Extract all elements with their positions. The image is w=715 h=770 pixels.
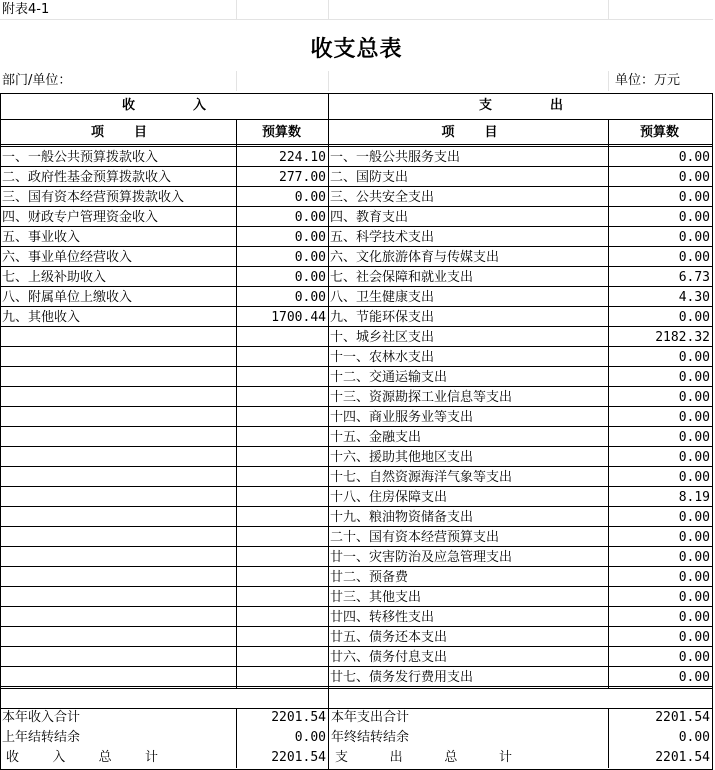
- page-title: 收支总表: [310, 37, 403, 62]
- income-item-name: 四、财政专户管理资金收入: [2, 210, 159, 225]
- expense-item-value: 0.00: [678, 410, 710, 425]
- expense-item-value: 0.00: [678, 670, 710, 685]
- rule-totals: [0, 708, 713, 709]
- expense-total-label: 本年支出合计: [328, 708, 608, 728]
- income-item-col-header: 项 目: [90, 125, 148, 140]
- dept-label: 部门/单位：: [2, 73, 72, 88]
- income-item-value: [236, 508, 328, 528]
- income-item-name: [0, 368, 236, 388]
- income-item-value: [236, 468, 328, 488]
- rule-income-value: [236, 119, 237, 689]
- expense-item-name: 十八、住房保障支出: [330, 490, 448, 505]
- expense-item-value: 0.00: [678, 210, 710, 225]
- row-rule: [0, 486, 713, 487]
- income-item-name: [0, 388, 236, 408]
- row-rule: [0, 546, 713, 547]
- row-rule: [0, 146, 713, 147]
- row-rule: [0, 566, 713, 567]
- table-row: [0, 548, 713, 568]
- table-row: [0, 688, 713, 708]
- expense-item-value: 6.73: [678, 270, 710, 285]
- row-rule: [0, 186, 713, 187]
- income-item-name: [0, 528, 236, 548]
- carry-row: [0, 728, 713, 748]
- income-item-name: [0, 508, 236, 528]
- carry-out-label: 年终结转结余: [328, 728, 608, 748]
- expense-item-value: 0.00: [678, 230, 710, 245]
- row-rule: [0, 666, 713, 667]
- section-header-row: [0, 94, 713, 119]
- table-row: [0, 428, 713, 448]
- expense-item-value: 0.00: [678, 430, 710, 445]
- income-item-name: [0, 328, 236, 348]
- table-row: [0, 348, 713, 368]
- row-rule: [0, 306, 713, 307]
- income-total-value: 2201.54: [236, 708, 328, 728]
- income-total-label: 本年收入合计: [2, 710, 81, 725]
- income-item-value: 0.00: [294, 270, 326, 285]
- income-item-name: [0, 548, 236, 568]
- expense-item-name: 九、节能环保支出: [330, 310, 435, 325]
- income-item-value: 0.00: [294, 210, 326, 225]
- table-row: [0, 248, 713, 268]
- expense-item-name: 二、国防支出: [330, 170, 409, 185]
- row-rule: [0, 206, 713, 207]
- table-row: [0, 208, 713, 228]
- expense-item-value: 0.00: [678, 190, 710, 205]
- expense-item-name: 五、科学技术支出: [330, 230, 435, 245]
- income-item-value: [236, 528, 328, 548]
- income-item-name: [0, 588, 236, 608]
- income-item-value: 0.00: [294, 190, 326, 205]
- expense-budget-col-header: 预算数: [608, 120, 713, 144]
- expense-item-value: 0.00: [678, 530, 710, 545]
- income-header: 收 入: [121, 98, 207, 113]
- row-rule: [0, 406, 713, 407]
- expense-item-value: 0.00: [678, 370, 710, 385]
- row-rule: [0, 346, 713, 347]
- sheet-label-row: [0, 0, 713, 20]
- row-rule: [0, 586, 713, 587]
- row-rule: [0, 326, 713, 327]
- expense-item-name: 三、公共安全支出: [330, 190, 435, 205]
- expense-item-name: 廿六、债务付息支出: [330, 650, 448, 665]
- table-row: [0, 288, 713, 308]
- income-item-name: [0, 448, 236, 468]
- row-rule: [0, 426, 713, 427]
- table-row: [0, 268, 713, 288]
- expense-item-value: 8.19: [678, 490, 710, 505]
- table-row: [0, 168, 713, 188]
- income-item-value: [236, 568, 328, 588]
- table-row: [0, 568, 713, 588]
- rule-header: [0, 119, 713, 120]
- income-item-name: [0, 488, 236, 508]
- table-row: [0, 388, 713, 408]
- income-item-value: [236, 688, 328, 708]
- dept-row: [0, 71, 713, 91]
- rule-right: [712, 93, 713, 770]
- income-item-name: [0, 468, 236, 488]
- table-row: [0, 328, 713, 348]
- table-row: [0, 468, 713, 488]
- income-item-value: [236, 328, 328, 348]
- table-row: [0, 308, 713, 328]
- income-item-value: [236, 408, 328, 428]
- expense-item-name: 六、文化旅游体育与传媒支出: [330, 250, 500, 265]
- table-row: [0, 188, 713, 208]
- expense-item-name: 廿三、其他支出: [330, 590, 422, 605]
- income-item-value: [236, 368, 328, 388]
- expense-item-name: 廿七、债务发行费用支出: [330, 670, 474, 685]
- unit-label: 单位：万元: [608, 71, 713, 91]
- row-rule: [0, 286, 713, 287]
- rule-column-header: [0, 144, 713, 145]
- income-item-value: 277.00: [279, 170, 326, 185]
- expense-item-name: 七、社会保障和就业支出: [330, 270, 474, 285]
- row-rule: [0, 166, 713, 167]
- table-row: [0, 448, 713, 468]
- expense-item-name: 十四、商业服务业等支出: [330, 410, 474, 425]
- income-item-value: [236, 348, 328, 368]
- income-item-value: [236, 428, 328, 448]
- table-row: [0, 628, 713, 648]
- income-item-name: 六、事业单位经营收入: [2, 250, 133, 265]
- row-rule: [0, 366, 713, 367]
- expense-item-name: 廿五、债务还本支出: [330, 630, 448, 645]
- column-header-row: [0, 120, 713, 144]
- expense-item-name: 廿一、灾害防治及应急管理支出: [330, 550, 513, 565]
- expense-item-value: 0.00: [678, 650, 710, 665]
- expense-grand-label: 支 出 总 计: [328, 748, 608, 768]
- carry-in-value: 0.00: [236, 728, 328, 748]
- expense-item-name: 八、卫生健康支出: [330, 290, 435, 305]
- table-row: [0, 488, 713, 508]
- expense-item-name: 十七、自然资源海洋气象等支出: [330, 470, 513, 485]
- table-row: [0, 148, 713, 168]
- income-item-value: [236, 388, 328, 408]
- row-rule: [0, 626, 713, 627]
- row-rule: [0, 246, 713, 247]
- table-row: [0, 588, 713, 608]
- income-item-value: [236, 648, 328, 668]
- income-item-value: [236, 548, 328, 568]
- income-item-value: 0.00: [294, 250, 326, 265]
- income-grand-label: 收 入 总 计: [6, 750, 158, 765]
- carry-in-label: 上年结转结余: [2, 730, 81, 745]
- table-row: [0, 508, 713, 528]
- income-item-name: [0, 428, 236, 448]
- income-item-value: 0.00: [294, 290, 326, 305]
- expense-item-value: 0.00: [678, 550, 710, 565]
- expense-item-col-header: 项 目: [328, 120, 608, 144]
- table-row: [0, 528, 713, 548]
- expense-item-value: 0.00: [678, 590, 710, 605]
- income-item-name: 七、上级补助收入: [2, 270, 107, 285]
- row-rule: [0, 686, 713, 687]
- row-rule: [0, 506, 713, 507]
- income-item-name: [0, 568, 236, 588]
- table-row: [0, 368, 713, 388]
- table-row: [0, 608, 713, 628]
- expense-item-name: 十、城乡社区支出: [330, 330, 435, 345]
- expense-item-value: 0.00: [678, 170, 710, 185]
- table-row: [0, 408, 713, 428]
- income-item-name: 三、国有资本经营预算拨款收入: [2, 190, 185, 205]
- expense-item-value: 0.00: [678, 610, 710, 625]
- table-row: [0, 648, 713, 668]
- expense-item-value: 2182.32: [655, 330, 710, 345]
- expense-item-value: 0.00: [678, 630, 710, 645]
- income-item-value: [236, 588, 328, 608]
- income-item-name: [0, 648, 236, 668]
- income-item-value: [236, 668, 328, 688]
- income-item-name: 八、附属单位上缴收入: [2, 290, 133, 305]
- expense-item-name: 十一、农林水支出: [330, 350, 435, 365]
- income-item-name: 一、一般公共预算拨款收入: [2, 150, 159, 165]
- income-item-name: [0, 628, 236, 648]
- income-item-name: 五、事业收入: [2, 230, 81, 245]
- income-item-name: [0, 688, 236, 708]
- income-grand-value: 2201.54: [236, 748, 328, 768]
- expense-item-value: 4.30: [678, 290, 710, 305]
- row-rule: [0, 266, 713, 267]
- expense-item-name: 十二、交通运输支出: [330, 370, 448, 385]
- income-item-value: 0.00: [294, 230, 326, 245]
- grand-total-row: [0, 748, 713, 768]
- expense-total-value: 2201.54: [608, 708, 713, 728]
- expense-grand-value: 2201.54: [608, 748, 713, 768]
- rule-mid: [328, 93, 329, 770]
- expense-item-value: 0.00: [678, 510, 710, 525]
- year-total-row: [0, 708, 713, 728]
- income-item-name: [0, 668, 236, 688]
- expense-item-name: [328, 688, 608, 708]
- income-item-value: [236, 488, 328, 508]
- income-item-value: [236, 448, 328, 468]
- income-item-name: [0, 608, 236, 628]
- row-rule: [0, 226, 713, 227]
- income-budget-col-header: 预算数: [236, 120, 328, 144]
- row-rule: [0, 526, 713, 527]
- row-rule: [0, 646, 713, 647]
- expense-item-value: 0.00: [678, 150, 710, 165]
- expense-item-name: 十五、金融支出: [330, 430, 422, 445]
- rule-top: [0, 93, 713, 94]
- row-rule: [0, 466, 713, 467]
- table-row: [0, 228, 713, 248]
- carry-out-value: 0.00: [608, 728, 713, 748]
- expense-item-value: [608, 688, 713, 708]
- expense-item-value: 0.00: [678, 390, 710, 405]
- row-rule: [0, 606, 713, 607]
- expense-item-name: 一、一般公共服务支出: [330, 150, 461, 165]
- expense-item-value: 0.00: [678, 470, 710, 485]
- expense-item-value: 0.00: [678, 310, 710, 325]
- income-item-name: [0, 408, 236, 428]
- expense-item-name: 二十、国有资本经营预算支出: [330, 530, 500, 545]
- income-item-value: [236, 628, 328, 648]
- income-item-name: [0, 348, 236, 368]
- expense-item-value: 0.00: [678, 450, 710, 465]
- income-item-value: [236, 608, 328, 628]
- row-rule: [0, 446, 713, 447]
- sheet-label: 附表4-1: [0, 0, 236, 20]
- expense-header: 支 出: [328, 94, 713, 119]
- income-item-name: 二、政府性基金预算拨款收入: [2, 170, 172, 185]
- rule-expense-value: [608, 119, 609, 689]
- income-item-value: 1700.44: [271, 310, 326, 325]
- expense-item-value: 0.00: [678, 570, 710, 585]
- row-rule: [0, 386, 713, 387]
- income-item-value: 224.10: [279, 150, 326, 165]
- table-row: [0, 668, 713, 688]
- expense-item-name: 十三、资源勘探工业信息等支出: [330, 390, 513, 405]
- expense-item-name: 十六、援助其他地区支出: [330, 450, 474, 465]
- expense-item-value: 0.00: [678, 250, 710, 265]
- income-item-name: 九、其他收入: [2, 310, 81, 325]
- expense-item-name: 四、教育支出: [330, 210, 409, 225]
- expense-item-value: 0.00: [678, 350, 710, 365]
- rule-body-end: [0, 688, 713, 689]
- expense-item-name: 廿四、转移性支出: [330, 610, 435, 625]
- expense-item-name: 廿二、预备费: [330, 570, 409, 585]
- rule-left: [0, 93, 1, 770]
- expense-item-name: 十九、粮油物资储备支出: [330, 510, 474, 525]
